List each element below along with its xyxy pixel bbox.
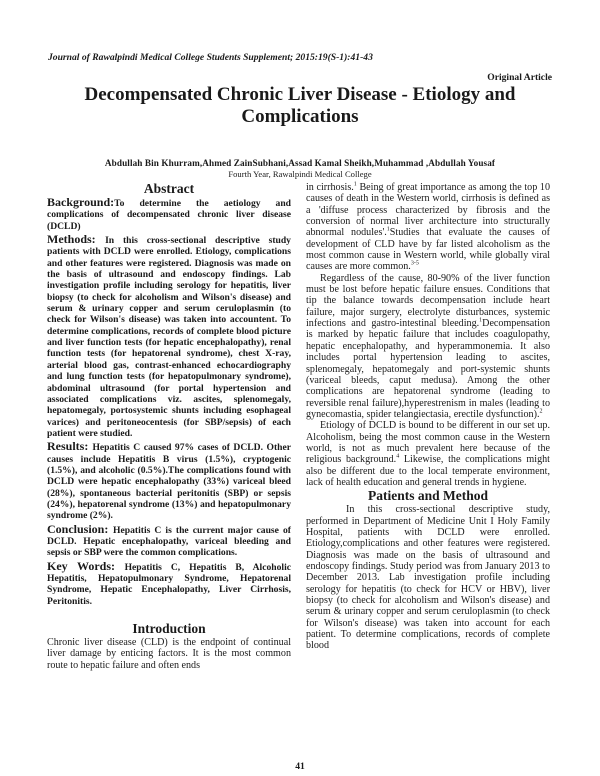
abstract-label: Methods: xyxy=(47,232,106,247)
text-run: Likewise, the complications might also be different due to the local temperate environment, lack of health education and general trends in hygiene. xyxy=(306,454,550,488)
section-heading: Introduction xyxy=(132,621,206,637)
section-heading: Patients and Method xyxy=(367,488,488,504)
text-run: in cirrhosis. xyxy=(306,182,354,193)
citation-superscript: 1 xyxy=(386,227,390,234)
abstract-paragraph xyxy=(47,441,291,521)
text-run: Regardless of the cause, 80-90% of the liver function must be lost before hepatic failure ensues. Conditions that tip the balance towards decompensation include heart failure, major surgery, electrolyte disturbances, systemic infections and gastro-intestinal bleeding. xyxy=(306,272,550,330)
citation-superscript: 2 xyxy=(539,408,543,415)
text-run: Chronic liver disease (CLD) is the endpoint of continual liver damage by enticing factors. It is the most common route to hepatic failure and often ends xyxy=(47,637,291,671)
text-run: Etiology of DCLD is bound to be different in our set up. Alcoholism, being the most common cause in the Western world, is not as much prevalent here because of the religious background. xyxy=(306,420,550,466)
paper-title: Decompensated Chronic Liver Disease - Etiology and Complications xyxy=(84,84,516,127)
affiliation: Fourth Year, Rawalpindi Medical College xyxy=(228,169,372,179)
body-paragraph xyxy=(306,182,550,273)
left-column xyxy=(47,181,291,671)
journal-citation: Journal of Rawalpindi Medical College Students Supplement; 2015:19(S-1):41-43 xyxy=(48,52,373,63)
text-run: In this cross-sectional descriptive study, performed in Department of Medicine Unit I Holy Family Hospital, patients with DCLD were enrolled. Etiology,complications and other features were registered. Diagnosis was made on the basis of ultrasound and endoscopy findings. Study period was from January 2013 to December 2013. Lab investigation profile including serology for hepatitis (to check for HCV or HBV), liver biopsy (to check for alcoholism and Wilson's disease) and serum & urinary copper and serum ceruloplasmin (to check for Wilson's disease) was taken into account for each patient. To determine complications, records of complete blood xyxy=(306,504,550,652)
body-paragraph xyxy=(306,504,550,651)
citation-superscript: 4 xyxy=(396,453,400,460)
text-run: Studies that evaluate the causes of development of CLD have by far listed alcoholism as the most common cause in Western world, while globally viral causes are more common. xyxy=(306,227,550,273)
text-run: To determine the aetiology and complications of decompensated chronic liver disease (DCLD) xyxy=(47,198,291,232)
section-heading: Abstract xyxy=(143,181,195,196)
right-column xyxy=(306,182,550,652)
citation-superscript: 1 xyxy=(353,181,357,188)
abstract-paragraph xyxy=(47,558,291,607)
text-run: Hepatitis C, Hepatitis B, Alcoholic Hepatitis, Hepatopulmonary Syndrome, Hepatorenal Syndrome, Hepatic Encephalopathy, Liver Cirrhosis, Peritonitis. xyxy=(47,561,291,607)
body-paragraph xyxy=(47,637,291,671)
citation-superscript: 3-5 xyxy=(410,261,419,268)
abstract-label: Results: xyxy=(47,439,93,454)
abstract-paragraph xyxy=(47,234,291,439)
abstract-label: Background: xyxy=(47,195,115,209)
text-run: Hepatitis C is the current major cause of DCLD. Hepatic encephalopathy, variceal bleeding and sepsis or SBP were the common complications. xyxy=(47,524,291,559)
abstract-paragraph xyxy=(47,197,291,232)
citation-superscript: 1 xyxy=(479,317,483,324)
text-run: Decompensation is marked by hepatic failure that includes coagulopathy, hepatic encephalopathy, and hyperammonemia. It also includes portal hypertension leading to ascites, splenomegaly, hepatomegaly and port-systemic shunts (variceal bleeds, caput medusa). Among the other complications are hepatorenal syndrome (leading to reversible renal failure),hyperestrenism in males (leading to gynecomastia, spider telangiectasia, erectile dysfunction). xyxy=(306,318,550,420)
abstract-paragraph xyxy=(47,521,291,559)
author-list: Abdullah Bin Khurram,Ahmed ZainSubhani,Assad Kamal Sheikh,Muhammad ,Abdullah Yousaf xyxy=(104,158,496,168)
page-number: 41 xyxy=(295,761,305,772)
body-paragraph xyxy=(306,273,550,420)
text-run: In this cross-sectional descriptive study patients with DCLD were enrolled. Etiology, complications and other features were registered. Diagnosis was made on the basis of ultrasound and endoscopy findings. Lab investigation profile including serology for hepatitis, liver biopsy (to check for alcoholism and Wilson's disease) and serum & urinary copper and serum ceruloplasmin (to check for Wilson's disease) was taken into accountent. To determine complications, records of complete blood picture and liver function tests (for hepatic encephalopathy), renal function tests (for hepatorenal syndrome), chest X-ray, arterial blood gas, contrast-enhanced echocardiography and lung function tests (for hepatopulmonary syndrome), abdominal ultrasound (for portal hypertension and associated complications viz. ascites, splenomegaly, hepatomegaly, portosystemic shunts including esophageal varices) and peritoneocentesis (for SBP/sepsis) of each patient were studied. xyxy=(47,235,291,439)
abstract-label: Conclusion: xyxy=(47,521,114,536)
body-paragraph xyxy=(306,420,550,488)
section-gap xyxy=(47,609,291,621)
abstract-label: Key Words: xyxy=(47,558,125,573)
article-type: Original Article xyxy=(487,72,552,83)
text-run: Being of great importance as among the top 10 causes of death in the Western world, cirrhosis is defined as a 'diffuse process characterized by fibrosis and the conversion of normal liver architecture into structurally abnormal nodules'. xyxy=(306,182,550,239)
text-run: Hepatitis C caused 97% cases of DCLD. Other causes include Hepatitis B virus (1.5%), cryptogenic (1.5%), and alcoholic (0.5%).The complications found with DCLD were hepatic encephalopathy (33%) variceal bleed (28%), spontaneous bacterial peritonitis (SBP) or sepsis (24%), hepatorenal syndrome (13%) and hepatopulmonary syndrome (2%). xyxy=(47,442,291,522)
